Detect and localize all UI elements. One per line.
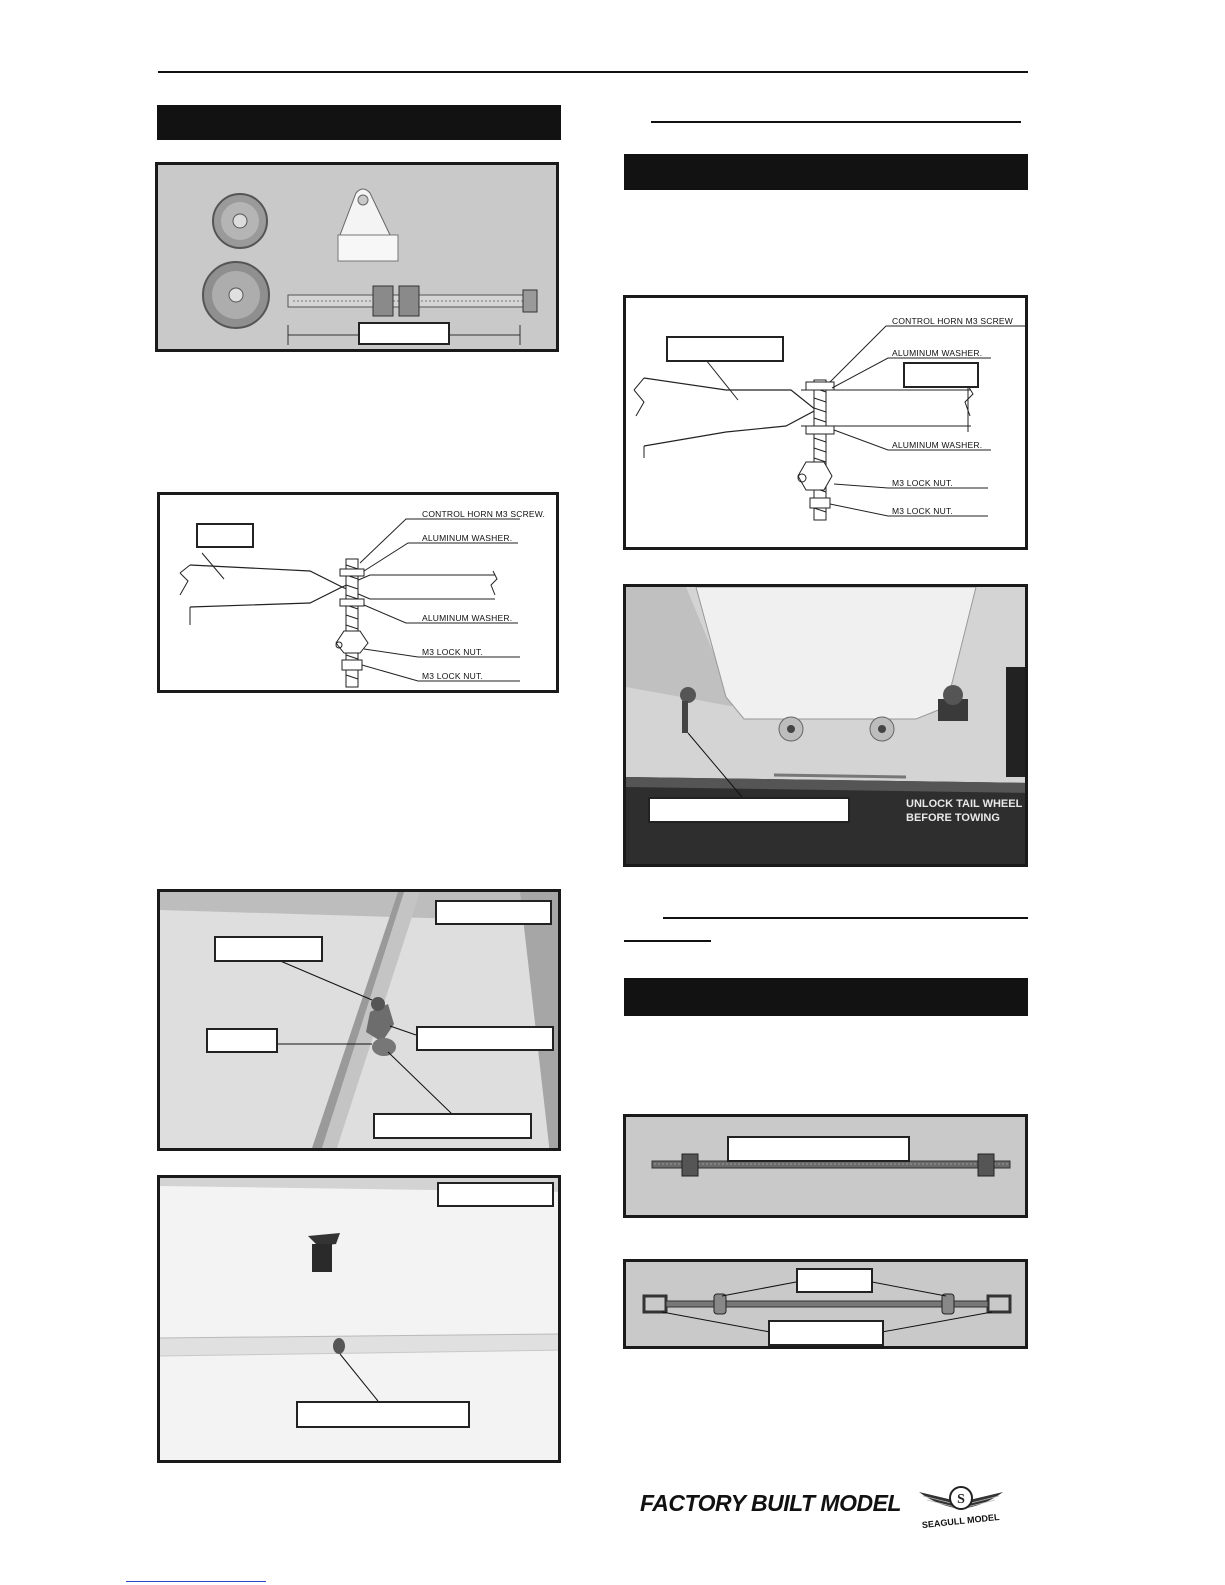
logo-text: SEAGULL MODEL [921, 1511, 1000, 1531]
callout-box [437, 1182, 554, 1207]
callout-box [727, 1136, 910, 1162]
callout-box [296, 1401, 470, 1428]
label-washer-top-right: ALUMINUM WASHER. [892, 348, 983, 358]
right-heading-rule-3 [624, 940, 711, 942]
callout-box [206, 1028, 278, 1053]
footer-link-underline[interactable] [126, 1581, 266, 1582]
callout-box [903, 362, 979, 388]
tail-photo [623, 584, 1028, 867]
rod-illustration [626, 1117, 1028, 1218]
footer-brand: FACTORY BUILT MODEL [640, 1490, 901, 1516]
tail-text-line2: BEFORE TOWING [906, 812, 1000, 824]
rod-photo [623, 1114, 1028, 1218]
section-bar-right-2 [624, 978, 1028, 1016]
label-washer-bottom-right: ALUMINUM WASHER. [892, 440, 983, 450]
callout-box [214, 936, 323, 962]
seagull-logo [915, 1480, 1007, 1530]
pushrod-photo [623, 1259, 1028, 1349]
hinge-photo [157, 889, 561, 1151]
callout-box [373, 1113, 532, 1139]
wing-photo [157, 1175, 561, 1463]
callout-box [648, 797, 850, 823]
tail-text-line1: UNLOCK TAIL WHEEL [906, 798, 1023, 810]
callout-box [358, 322, 450, 345]
label-washer-top: ALUMINUM WASHER. [422, 533, 513, 543]
callout-box [666, 336, 784, 362]
callout-box [796, 1268, 873, 1293]
control-horn-diagram-left [157, 492, 559, 693]
tail-scene [626, 587, 1028, 867]
seagull-wings-icon [915, 1480, 1007, 1530]
logo-letter: S [957, 1492, 965, 1507]
label-lock-nut-1: M3 LOCK NUT. [422, 647, 483, 657]
label-lock-nut-2: M3 LOCK NUT. [422, 671, 483, 681]
label-washer-bottom: ALUMINUM WASHER. [422, 613, 513, 623]
callout-box [435, 900, 552, 925]
hardware-photo [155, 162, 559, 352]
right-heading-rule-2 [663, 917, 1028, 919]
callout-box [768, 1320, 884, 1346]
callout-box [416, 1026, 554, 1051]
control-horn-diagram-right [623, 295, 1028, 550]
header-rule [158, 71, 1028, 73]
label-horn-screw: CONTROL HORN M3 SCREW. [422, 509, 546, 519]
callout-box [196, 523, 254, 548]
label-lock-nut-2-right: M3 LOCK NUT. [892, 506, 953, 516]
section-bar-left-1 [157, 105, 561, 140]
label-horn-screw-right: CONTROL HORN M3 SCREW [892, 316, 1014, 326]
section-bar-right-1 [624, 154, 1028, 190]
label-lock-nut-1-right: M3 LOCK NUT. [892, 478, 953, 488]
right-heading-rule-1 [651, 121, 1021, 123]
